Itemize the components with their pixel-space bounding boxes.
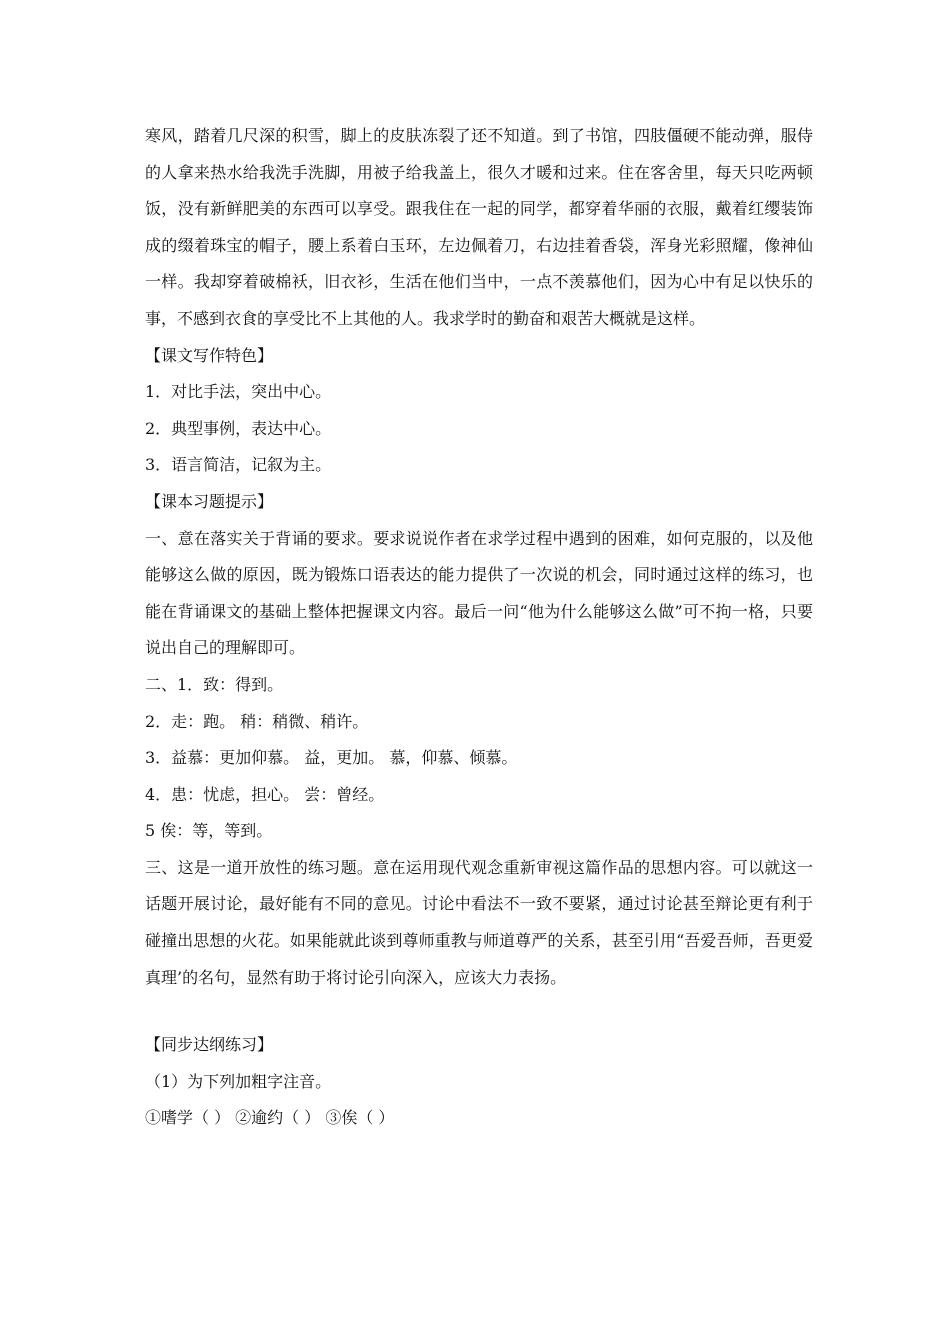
writing-feature-item: 2．典型事例，表达中心。 bbox=[145, 418, 332, 438]
intro-paragraph: 寒风，踏着几尺深的积雪，脚上的皮肤冻裂了还不知道。到了书馆，四肢僵硬不能动弹，服侍的人拿来热水给我洗手洗脚，用被子给我盖上，很久才暖和过来。住在客舍里，每天只吃两顿饭，没有新鲜肥美的东西可以享受。跟我住在一起的同学，都穿着华丽的衣服，戴着红缨装饰成的缀着珠宝的帽子，腰上系着白玉环，左边佩着刀，右边挂着香袋，浑身光彩照耀，像神仙一样。我却穿着破棉袄，旧衣衫，生活在他们当中，一点不羡慕他们，因为心中有足以快乐的事，不感到衣食的享受比不上其他的人。我求学时的勤奋和艰苦大概就是这样。 bbox=[145, 126, 813, 328]
writing-feature-item: 1．对比手法，突出中心。 bbox=[145, 382, 332, 402]
writing-feature-item: 3．语言简洁，记叙为主。 bbox=[145, 455, 332, 475]
exercise-hint-part2-item: 5 俟：等，等到。 bbox=[145, 821, 273, 841]
section-spacer bbox=[145, 996, 813, 1027]
document-page bbox=[145, 118, 813, 1137]
practice-question: （1）为下列加粗字注音。 bbox=[145, 1071, 332, 1091]
exercise-hint-part2-item: 二、1．致：得到。 bbox=[145, 674, 284, 694]
writing-features-heading: 【课文写作特色】 bbox=[145, 345, 274, 365]
exercise-hint-part2-item: 2．走：跑。 稍：稍微、稍许。 bbox=[145, 711, 369, 731]
exercise-hints-heading: 【课本习题提示】 bbox=[145, 491, 274, 511]
practice-question-items: ①嗜学（ ） ②逾约（ ） ③俟（ ） bbox=[145, 1108, 395, 1128]
exercise-hint-part2-item: 3．益慕：更加仰慕。 益，更加。 慕，仰慕、倾慕。 bbox=[145, 748, 518, 768]
practice-heading: 【同步达纲练习】 bbox=[145, 1035, 274, 1055]
exercise-hint-part1: 一、意在落实关于背诵的要求。要求说说作者在求学过程中遇到的困难，如何克服的，以及他能够这么做的原因，既为锻炼口语表达的能力提供了一次说的机会，同时通过这样的练习，也能在背诵课文的基础上整体把握课文内容。最后一问“他为什么能够这么做”可不拘一格，只要说出自己的理解即可。 bbox=[145, 528, 813, 658]
exercise-hint-part2-item: 4．患：忧虑，担心。 尝：曾经。 bbox=[145, 784, 385, 804]
exercise-hint-part3: 三、这是一道开放性的练习题。意在运用现代观念重新审视这篇作品的思想内容。可以就这一话题开展讨论，最好能有不同的意见。讨论中看法不一致不要紧，通过讨论甚至辩论更有利于碰撞出思想的火花。如果能就此谈到尊师重教与师道尊严的关系，甚至引用“吾爱吾师，吾更爱真理’的名句，显然有助于将讨论引向深入，应该大力表扬。 bbox=[145, 857, 813, 987]
